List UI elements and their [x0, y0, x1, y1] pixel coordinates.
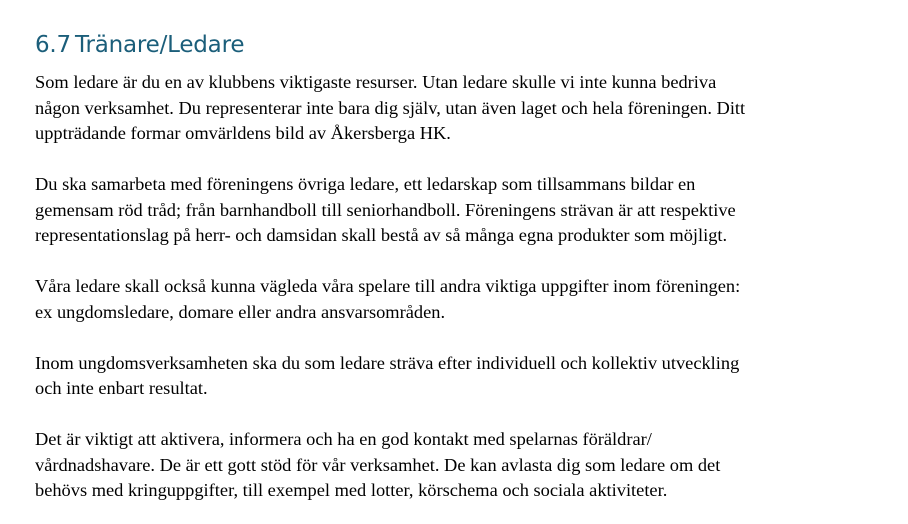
- section-number: 6.7: [35, 32, 71, 58]
- paragraph-line: Våra ledare skall också kunna vägleda våra spelare till andra viktiga uppgifter inom föreningen:: [35, 276, 741, 296]
- paragraph-leader-role: [35, 70, 888, 147]
- paragraph-youth-development: [35, 351, 888, 402]
- paragraph-line: ex ungdomsledare, domare eller andra ansvarsområden.: [35, 301, 446, 322]
- paragraph-line: behövs med kringuppgifter, till exempel med lotter, körschema och sociala aktiviteter.: [35, 480, 668, 500]
- paragraph-line: och inte enbart resultat.: [35, 378, 208, 398]
- section-heading: [35, 30, 888, 60]
- paragraph-line: Som ledare är du en av klubbens viktigaste resurser. Utan ledare skulle vi inte kunna bedriva: [35, 72, 717, 92]
- paragraph-line: Du ska samarbeta med föreningens övriga ledare, ett ledarskap som tillsammans bildar en: [35, 174, 696, 194]
- paragraph-line: gemensam röd tråd; från barnhandboll till seniorhandboll. Föreningens strävan är att respektive: [35, 199, 736, 220]
- paragraph-line: vårdnadshavare. De är ett gott stöd för vår verksamhet. De kan avlasta dig som ledare om det: [35, 454, 721, 475]
- paragraph-line: representationslag på herr- och damsidan skall bestå av så många egna produkter som möjligt.: [35, 225, 728, 245]
- paragraph-line: Inom ungdomsverksamheten ska du som ledare sträva efter individuell och kollektiv utveckling: [35, 352, 740, 373]
- section-title: Tränare/Ledare: [74, 32, 245, 58]
- paragraph-guidance: [35, 274, 888, 325]
- paragraph-line: någon verksamhet. Du representerar inte bara dig själv, utan även laget och hela föreningen. Ditt: [35, 97, 746, 118]
- paragraph-collaboration: [35, 172, 888, 249]
- paragraph-line: uppträdande formar omvärldens bild av Åkersberga HK.: [35, 123, 451, 143]
- paragraph-line: Det är viktigt att aktivera, informera och ha en god kontakt med spelarnas föräldrar/: [35, 429, 652, 449]
- paragraph-parents: [35, 427, 888, 504]
